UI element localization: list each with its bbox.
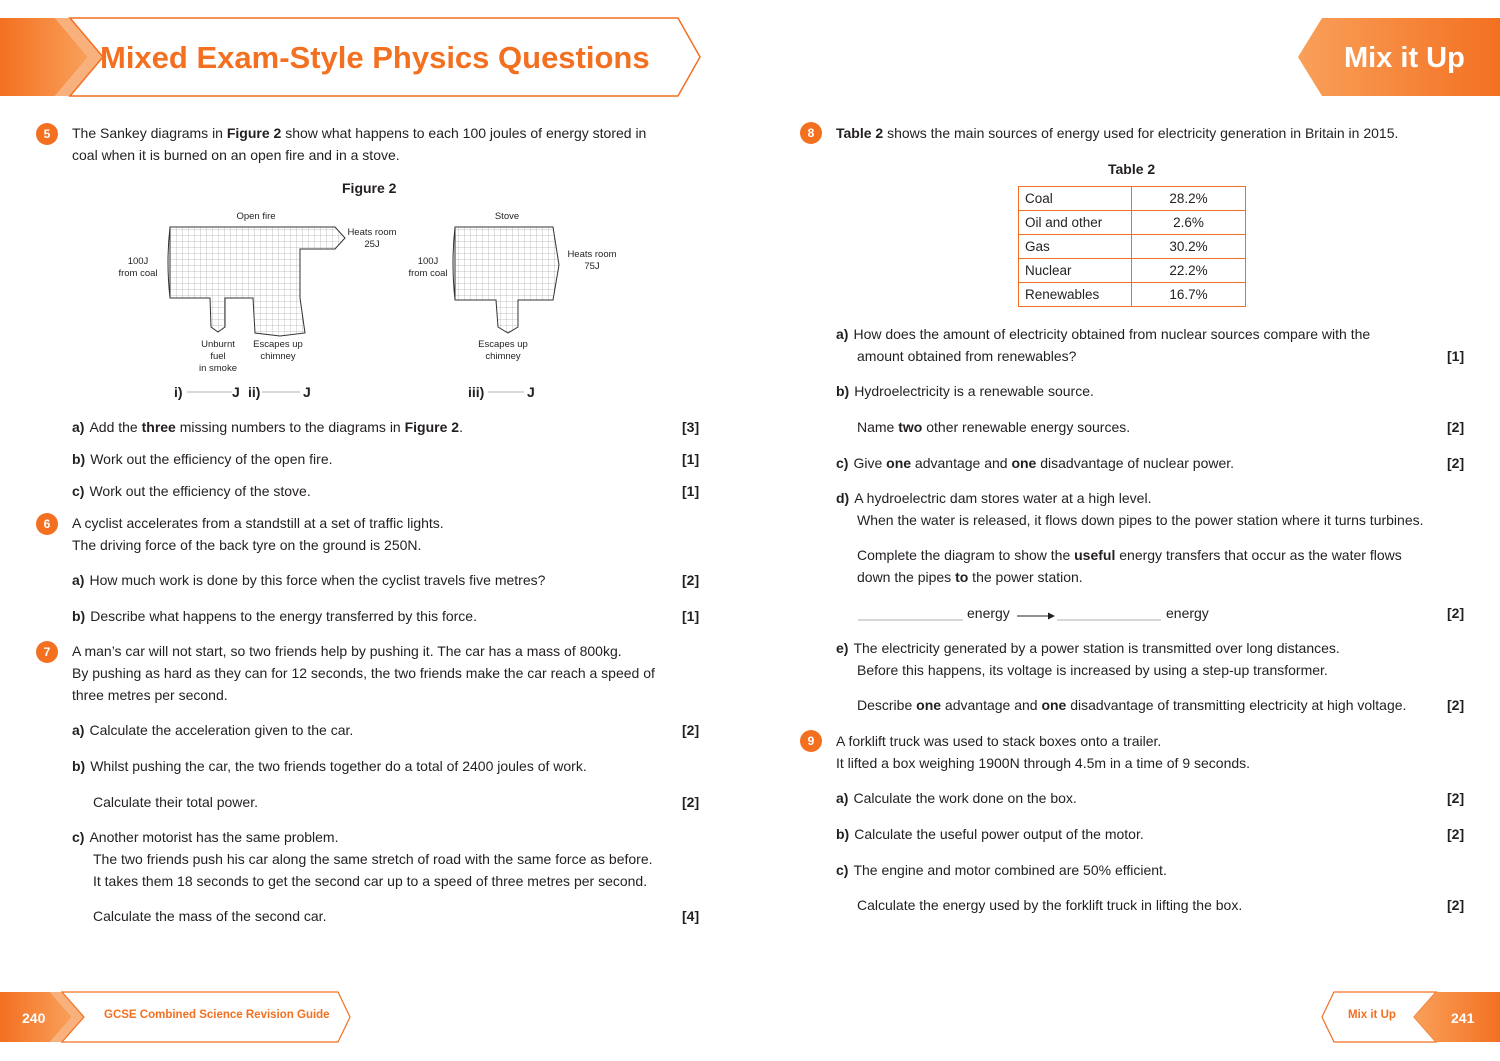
answer-i-label: i) [174,384,183,400]
question-number-5: 5 [36,123,58,145]
q7-part-b-instruction: Calculate their total power. [93,794,258,810]
q8-part-c: c) Give one advantage and one disadvantage of nuclear power. [836,455,1235,471]
q8-part-e-line2: Before this happens, its voltage is increased by using a step-up transformer. [857,662,1328,678]
table-cell-value: 2.6% [1132,211,1246,235]
q5c-marks: [1] [682,483,700,499]
table-row [1019,283,1246,307]
q9-part-c-instruction: Calculate the energy used by the forklift truck in lifting the box. [857,897,1243,913]
footer-book-title: GCSE Combined Science Revision Guide [104,1009,330,1021]
table-row [1019,259,1246,283]
q9-intro-line1: A forklift truck was used to stack boxes onto a trailer. [836,733,1162,749]
q7-part-c-line3: It takes them 18 seconds to get the second car up to a speed of three metres per second. [93,873,648,889]
q5-intro-line2: coal when it is burned on an open fire and in a stove. [72,147,400,163]
section-tab-title: Mix it Up [1344,42,1465,74]
table-row [1019,187,1246,211]
q8d-marks: [2] [1447,605,1465,621]
table-2-title: Table 2 [1108,161,1156,177]
right-page-number: 241 [1451,1010,1475,1026]
stove-input-label: 100J from coal [408,256,448,279]
q5-part-c: c) Work out the efficiency of the stove. [72,483,311,499]
q6a-marks: [2] [682,572,700,588]
q7-part-a: a) Calculate the acceleration given to the car. [72,722,354,738]
open-fire-chimney-label: Escapes up chimney [253,339,303,362]
q9-intro-line2: It lifted a box weighing 1900N through 4.5m in a time of 9 seconds. [836,755,1251,771]
q8b-marks: [2] [1447,419,1465,435]
q6-part-a: a) How much work is done by this force when the cyclist travels five metres? [72,572,546,588]
table-cell-source: Gas [1019,235,1132,259]
open-fire-unburnt-label: Unburnt fuel in smoke [198,339,237,374]
q6-intro-line2: The driving force of the back tyre on the ground is 250N. [72,537,422,553]
q8-part-d: d) A hydroelectric dam stores water at a high level. [836,490,1152,506]
table-cell-source: Oil and other [1019,211,1132,235]
q9c-marks: [2] [1447,897,1465,913]
q8c-marks: [2] [1447,455,1465,471]
energy-sources-table [1018,186,1246,307]
stove-title: Stove [494,211,520,222]
q7-intro-line2: By pushing as hard as they can for 12 seconds, the two friends make the car reach a speed of [72,665,655,681]
left-page-number: 240 [22,1010,46,1026]
q7-part-c: c) Another motorist has the same problem. [72,829,339,845]
q8-part-d-line2: When the water is released, it flows down pipes to the power station where it turns turbines. [857,512,1424,528]
q7-part-c-instruction: Calculate the mass of the second car. [93,908,327,924]
table-cell-source: Renewables [1019,283,1132,307]
q7c-marks: [4] [682,908,700,924]
table-cell-source: Nuclear [1019,259,1132,283]
q7a-marks: [2] [682,722,700,738]
q6-intro-line1: A cyclist accelerates from a standstill at a set of traffic lights. [72,515,444,531]
q8-part-e: e) The electricity generated by a power station is transmitted over long distances. [836,640,1340,656]
q8a-marks: [1] [1447,348,1465,364]
answer-ii-unit: J [303,384,311,400]
energy-label-1: energy [967,605,1010,621]
answer-iii-label: iii) [468,384,485,400]
answer-ii-label: ii) [248,384,261,400]
q9-part-a: a) Calculate the work done on the box. [836,790,1077,806]
q8e-marks: [2] [1447,697,1465,713]
q7-part-c-line2: The two friends push his car along the same stretch of road with the same force as before. [93,851,653,867]
energy-transfer-diagram [855,600,1175,626]
stove-chimney-label: Escapes up chimney [478,339,528,362]
q8-part-b-instruction: Name two other renewable energy sources. [857,419,1131,435]
table-cell-value: 16.7% [1132,283,1246,307]
q9-part-c: c) The engine and motor combined are 50% efficient. [836,862,1167,878]
footer-section-title: Mix it Up [1348,1009,1396,1021]
q9-part-b: b) Calculate the useful power output of the motor. [836,826,1144,842]
q8-part-a-line2: amount obtained from renewables? [857,348,1077,364]
stove-sankey [453,227,559,333]
open-fire-input-label: 100J from coal [118,256,158,279]
table-row [1019,235,1246,259]
q7-part-b: b) Whilst pushing the car, the two friends together do a total of 2400 joules of work. [72,758,587,774]
question-number-6: 6 [36,513,58,535]
open-fire-title: Open fire [236,211,276,222]
energy-label-2: energy [1166,605,1209,621]
answer-i-unit: J [232,384,240,400]
q9b-marks: [2] [1447,826,1465,842]
table-cell-source: Coal [1019,187,1132,211]
table-cell-value: 28.2% [1132,187,1246,211]
q8-part-d-instruction-line2: down the pipes to the power station. [857,569,1083,585]
q8-part-e-instruction: Describe one advantage and one disadvantage of transmitting electricity at high voltage. [857,697,1407,713]
q7b-marks: [2] [682,794,700,810]
q5b-marks: [1] [682,451,700,467]
open-fire-heats-room-label: Heats room 25J [347,227,397,250]
question-number-7: 7 [36,641,58,663]
stove-heats-room-label: Heats room 75J [567,249,617,272]
q8-part-a: a) How does the amount of electricity obtained from nuclear sources compare with the [836,326,1371,342]
q6b-marks: [1] [682,608,700,624]
question-number-8: 8 [800,122,822,144]
answer-iii-unit: J [527,384,535,400]
q5a-marks: [3] [682,419,700,435]
table-row [1019,211,1246,235]
q7-intro-line1: A man’s car will not start, so two friends help by pushing it. The car has a mass of 800kg. [72,643,622,659]
figure-2-title: Figure 2 [342,180,397,196]
arrow-right-icon [1048,613,1055,620]
table-cell-value: 22.2% [1132,259,1246,283]
q9a-marks: [2] [1447,790,1465,806]
q8-intro: Table 2 shows the main sources of energy used for electricity generation in Britain in 2015. [836,125,1399,141]
q8-part-d-instruction: Complete the diagram to show the useful energy transfers that occur as the water flows [857,547,1402,563]
open-fire-sankey [168,227,345,336]
q8-part-b: b) Hydroelectricity is a renewable source. [836,383,1094,399]
q5-intro-line1: The Sankey diagrams in Figure 2 show what happens to each 100 joules of energy stored in [72,125,647,141]
q7-intro-line3: three metres per second. [72,687,228,703]
question-number-9: 9 [800,730,822,752]
q6-part-b: b) Describe what happens to the energy transferred by this force. [72,608,477,624]
q5-part-a: a) Add the three missing numbers to the diagrams in Figure 2. [72,419,463,435]
table-cell-value: 30.2% [1132,235,1246,259]
q5-part-b: b) Work out the efficiency of the open fire. [72,451,333,467]
page-title: Mixed Exam-Style Physics Questions [100,40,650,75]
